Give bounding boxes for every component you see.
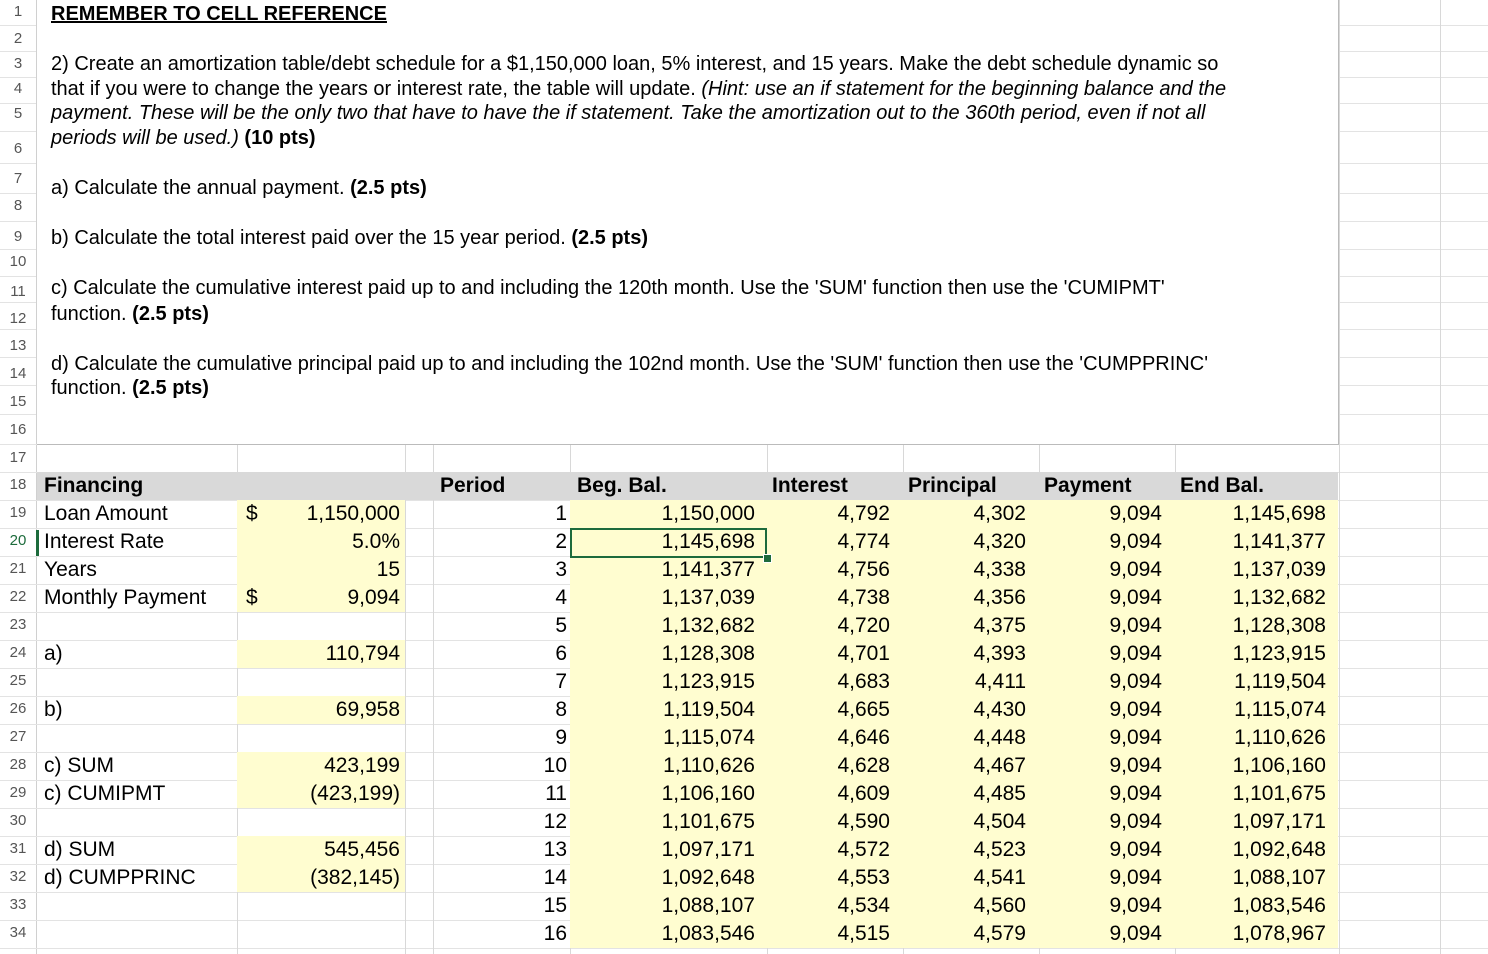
payment-cell[interactable]: 9,094	[1109, 922, 1162, 945]
payment-cell[interactable]: 9,094	[1109, 698, 1162, 721]
answer-value[interactable]: (382,145)	[310, 866, 400, 889]
end-bal-cell[interactable]: 1,128,308	[1232, 614, 1326, 637]
financing-label[interactable]: Interest Rate	[44, 530, 165, 553]
payment-cell[interactable]: 9,094	[1109, 894, 1162, 917]
row-number[interactable]: 9	[13, 228, 23, 245]
principal-cell[interactable]: 4,338	[973, 558, 1026, 581]
row-number[interactable]: 16	[9, 421, 27, 438]
period-cell[interactable]: 7	[555, 670, 567, 693]
period-cell[interactable]: 14	[543, 866, 567, 889]
payment-cell[interactable]: 9,094	[1109, 782, 1162, 805]
interest-cell[interactable]: 4,756	[837, 558, 890, 581]
row-number[interactable]: 22	[9, 588, 27, 605]
interest-cell[interactable]: 4,683	[837, 670, 890, 693]
beg-bal-cell[interactable]: 1,097,171	[661, 838, 755, 861]
period-cell[interactable]: 10	[543, 754, 567, 777]
row-number[interactable]: 13	[9, 337, 27, 354]
schedule-header[interactable]: Payment	[1044, 474, 1132, 497]
end-bal-cell[interactable]: 1,132,682	[1232, 586, 1326, 609]
principal-cell[interactable]: 4,504	[973, 810, 1026, 833]
instructions-line4: periods will be used.) (10 pts)	[51, 127, 316, 149]
beg-bal-cell[interactable]: 1,115,074	[663, 726, 755, 749]
end-bal-cell[interactable]: 1,115,074	[1234, 698, 1326, 721]
beg-bal-cell[interactable]: 1,088,107	[661, 894, 755, 917]
row-number[interactable]: 24	[9, 644, 27, 661]
period-cell[interactable]: 1	[555, 502, 567, 525]
interest-cell[interactable]: 4,774	[837, 530, 890, 553]
interest-cell[interactable]: 4,609	[837, 782, 890, 805]
schedule-header[interactable]: End Bal.	[1180, 474, 1265, 497]
period-cell[interactable]: 8	[555, 698, 567, 721]
period-cell[interactable]: 3	[555, 558, 567, 581]
beg-bal-cell[interactable]: 1,128,308	[661, 642, 755, 665]
interest-cell[interactable]: 4,738	[837, 586, 890, 609]
row-number[interactable]: 17	[9, 449, 27, 466]
answer-label[interactable]: c) SUM	[44, 754, 114, 777]
answer-label[interactable]: d) CUMPPRINC	[44, 866, 196, 889]
row-number[interactable]: 28	[9, 756, 27, 773]
row-number[interactable]: 14	[9, 365, 27, 382]
payment-cell[interactable]: 9,094	[1109, 614, 1162, 637]
period-cell[interactable]: 6	[555, 642, 567, 665]
interest-cell[interactable]: 4,665	[837, 698, 890, 721]
period-cell[interactable]: 2	[555, 530, 567, 553]
question-d-line1: d) Calculate the cumulative principal paid up to and including the 102nd month. Use the 'SUM' function then use the 'CUMPPRINC'	[51, 353, 1209, 375]
row-number[interactable]: 7	[13, 170, 23, 187]
row-number[interactable]: 25	[9, 672, 27, 689]
row-number[interactable]: 10	[9, 253, 27, 270]
beg-bal-cell[interactable]: 1,119,504	[663, 698, 755, 721]
end-bal-cell[interactable]: 1,078,967	[1232, 922, 1326, 945]
period-cell[interactable]: 13	[543, 838, 567, 861]
principal-cell[interactable]: 4,560	[973, 894, 1026, 917]
row-number[interactable]: 33	[9, 896, 27, 913]
beg-bal-cell[interactable]: 1,145,698	[661, 530, 755, 553]
interest-cell[interactable]: 4,628	[837, 754, 890, 777]
interest-cell[interactable]: 4,646	[837, 726, 890, 749]
financing-value[interactable]: 15	[376, 558, 400, 581]
financing-value[interactable]: 5.0%	[352, 530, 400, 553]
beg-bal-cell[interactable]: 1,092,648	[661, 866, 755, 889]
interest-cell[interactable]: 4,720	[837, 614, 890, 637]
currency-symbol[interactable]	[246, 528, 266, 556]
period-cell[interactable]: 4	[555, 586, 567, 609]
principal-cell[interactable]: 4,302	[973, 502, 1026, 525]
payment-cell[interactable]: 9,094	[1109, 670, 1162, 693]
instructions-textbox[interactable]	[37, 0, 1339, 445]
row-number[interactable]: 4	[13, 80, 23, 97]
principal-cell[interactable]: 4,430	[973, 698, 1026, 721]
principal-cell[interactable]: 4,356	[973, 586, 1026, 609]
currency-symbol[interactable]: $	[246, 586, 258, 609]
fill-handle[interactable]	[763, 554, 772, 563]
answer-value[interactable]: 423,199	[324, 754, 400, 777]
row-number[interactable]: 30	[9, 812, 27, 829]
question-b: b) Calculate the total interest paid over the 15 year period. (2.5 pts)	[51, 227, 648, 249]
period-cell[interactable]: 5	[555, 614, 567, 637]
answer-value[interactable]: 110,794	[325, 642, 400, 665]
row-number[interactable]: 21	[9, 560, 27, 577]
payment-cell[interactable]: 9,094	[1109, 586, 1162, 609]
end-bal-cell[interactable]: 1,106,160	[1232, 754, 1326, 777]
principal-cell[interactable]: 4,375	[973, 614, 1026, 637]
question-c-line1: c) Calculate the cumulative interest paid up to and including the 120th month. Use the 'SUM' function then use the 'CUMIPMT'	[51, 277, 1165, 299]
row-number[interactable]: 29	[9, 784, 27, 801]
principal-cell[interactable]: 4,541	[973, 866, 1026, 889]
instructions-line3: payment. These will be the only two that have to have the if statement. Take the amortization out to the 360th period, even if not all	[51, 102, 1206, 124]
row-number[interactable]: 6	[13, 140, 23, 157]
payment-cell[interactable]: 9,094	[1109, 754, 1162, 777]
row-number[interactable]: 8	[13, 197, 23, 214]
payment-cell[interactable]: 9,094	[1109, 810, 1162, 833]
financing-label[interactable]: Loan Amount	[44, 502, 168, 525]
financing-header[interactable]: Financing	[44, 474, 144, 497]
beg-bal-cell[interactable]: 1,123,915	[661, 670, 755, 693]
currency-symbol[interactable]: $	[246, 502, 258, 525]
schedule-header[interactable]: Interest	[772, 474, 848, 497]
row-number[interactable]: 15	[9, 393, 27, 410]
row-number[interactable]: 20	[9, 532, 27, 549]
principal-cell[interactable]: 4,485	[973, 782, 1026, 805]
beg-bal-cell[interactable]: 1,106,160	[661, 782, 755, 805]
end-bal-cell[interactable]: 1,141,377	[1232, 530, 1326, 553]
principal-cell[interactable]: 4,320	[973, 530, 1026, 553]
financing-value[interactable]: 9,094	[347, 586, 400, 609]
period-cell[interactable]: 9	[555, 726, 567, 749]
beg-bal-cell[interactable]: 1,141,377	[661, 558, 755, 581]
interest-cell[interactable]: 4,572	[837, 838, 890, 861]
answer-value[interactable]: 545,456	[324, 838, 400, 861]
period-cell[interactable]: 16	[543, 922, 567, 945]
row-number[interactable]: 34	[9, 924, 27, 941]
active-row-indicator	[36, 530, 39, 556]
row-number[interactable]: 11	[10, 283, 26, 300]
schedule-header[interactable]: Beg. Bal.	[577, 474, 667, 497]
question-d-line2: function. (2.5 pts)	[51, 377, 209, 399]
answer-value[interactable]: 69,958	[335, 698, 400, 721]
row-number[interactable]: 32	[9, 868, 27, 885]
end-bal-cell[interactable]: 1,123,915	[1232, 642, 1326, 665]
period-cell[interactable]: 12	[543, 810, 567, 833]
answer-value[interactable]: (423,199)	[310, 782, 400, 805]
end-bal-cell[interactable]: 1,137,039	[1232, 558, 1326, 581]
end-bal-cell[interactable]: 1,097,171	[1232, 810, 1326, 833]
schedule-header[interactable]: Principal	[908, 474, 997, 497]
question-a: a) Calculate the annual payment. (2.5 pts)	[51, 177, 427, 199]
end-bal-cell[interactable]: 1,083,546	[1232, 894, 1326, 917]
end-bal-cell[interactable]: 1,145,698	[1232, 502, 1326, 525]
beg-bal-cell[interactable]: 1,083,546	[661, 922, 755, 945]
payment-cell[interactable]: 9,094	[1109, 726, 1162, 749]
beg-bal-cell[interactable]: 1,137,039	[661, 586, 755, 609]
row-number[interactable]: 18	[9, 476, 27, 493]
question-c-line2: function. (2.5 pts)	[51, 303, 209, 325]
answer-label[interactable]: c) CUMIPMT	[44, 782, 166, 805]
row-number[interactable]: 31	[9, 840, 27, 857]
beg-bal-cell[interactable]: 1,110,626	[663, 754, 755, 777]
answer-label[interactable]: d) SUM	[44, 838, 116, 861]
row-number[interactable]: 5	[13, 105, 23, 122]
instructions-title: REMEMBER TO CELL REFERENCE	[51, 3, 387, 25]
interest-cell[interactable]: 4,515	[837, 922, 890, 945]
interest-cell[interactable]: 4,534	[837, 894, 890, 917]
payment-cell[interactable]: 9,094	[1109, 502, 1162, 525]
beg-bal-cell[interactable]: 1,101,675	[661, 810, 755, 833]
row-number[interactable]: 23	[9, 616, 27, 633]
interest-cell[interactable]: 4,553	[837, 866, 890, 889]
payment-cell[interactable]: 9,094	[1109, 558, 1162, 581]
principal-cell[interactable]: 4,467	[973, 754, 1026, 777]
instructions-line2: that if you were to change the years or interest rate, the table will update. (Hint: use an if statement for the beginning balance and the	[51, 78, 1227, 100]
end-bal-cell[interactable]: 1,101,675	[1232, 782, 1326, 805]
period-cell[interactable]: 15	[543, 894, 567, 917]
end-bal-cell[interactable]: 1,088,107	[1232, 866, 1326, 889]
row-number[interactable]: 1	[13, 3, 23, 20]
payment-cell[interactable]: 9,094	[1109, 530, 1162, 553]
row-number[interactable]: 27	[9, 728, 27, 745]
row-number[interactable]: 19	[9, 504, 27, 521]
row-number[interactable]: 26	[9, 700, 27, 717]
principal-cell[interactable]: 4,523	[973, 838, 1026, 861]
answer-label[interactable]: b)	[44, 698, 63, 721]
answer-label[interactable]: a)	[44, 642, 63, 665]
financing-label[interactable]: Years	[44, 558, 97, 581]
end-bal-cell[interactable]: 1,110,626	[1234, 726, 1326, 749]
payment-cell[interactable]: 9,094	[1109, 642, 1162, 665]
active-cell-selection[interactable]	[570, 528, 767, 558]
interest-cell[interactable]: 4,792	[837, 502, 890, 525]
instructions-line1: 2) Create an amortization table/debt schedule for a $1,150,000 loan, 5% interest, and 15 years. Make the debt schedule dynamic so	[51, 53, 1219, 75]
period-cell[interactable]: 11	[545, 782, 567, 805]
principal-cell[interactable]: 4,411	[975, 670, 1026, 693]
row-number[interactable]: 2	[13, 30, 23, 47]
principal-cell[interactable]: 4,579	[973, 922, 1026, 945]
financing-label[interactable]: Monthly Payment	[44, 586, 207, 609]
payment-cell[interactable]: 9,094	[1109, 838, 1162, 861]
payment-cell[interactable]: 9,094	[1109, 866, 1162, 889]
beg-bal-cell[interactable]: 1,132,682	[661, 614, 755, 637]
end-bal-cell[interactable]: 1,092,648	[1232, 838, 1326, 861]
end-bal-cell[interactable]: 1,119,504	[1234, 670, 1326, 693]
beg-bal-cell[interactable]: 1,150,000	[661, 502, 755, 525]
principal-cell[interactable]: 4,393	[973, 642, 1026, 665]
interest-cell[interactable]: 4,590	[837, 810, 890, 833]
currency-symbol[interactable]	[246, 556, 266, 584]
interest-cell[interactable]: 4,701	[837, 642, 890, 665]
row-number[interactable]: 3	[13, 55, 23, 72]
financing-value[interactable]: 1,150,000	[306, 502, 400, 525]
principal-cell[interactable]: 4,448	[973, 726, 1026, 749]
row-number[interactable]: 12	[9, 310, 27, 327]
schedule-header[interactable]: Period	[440, 474, 506, 497]
